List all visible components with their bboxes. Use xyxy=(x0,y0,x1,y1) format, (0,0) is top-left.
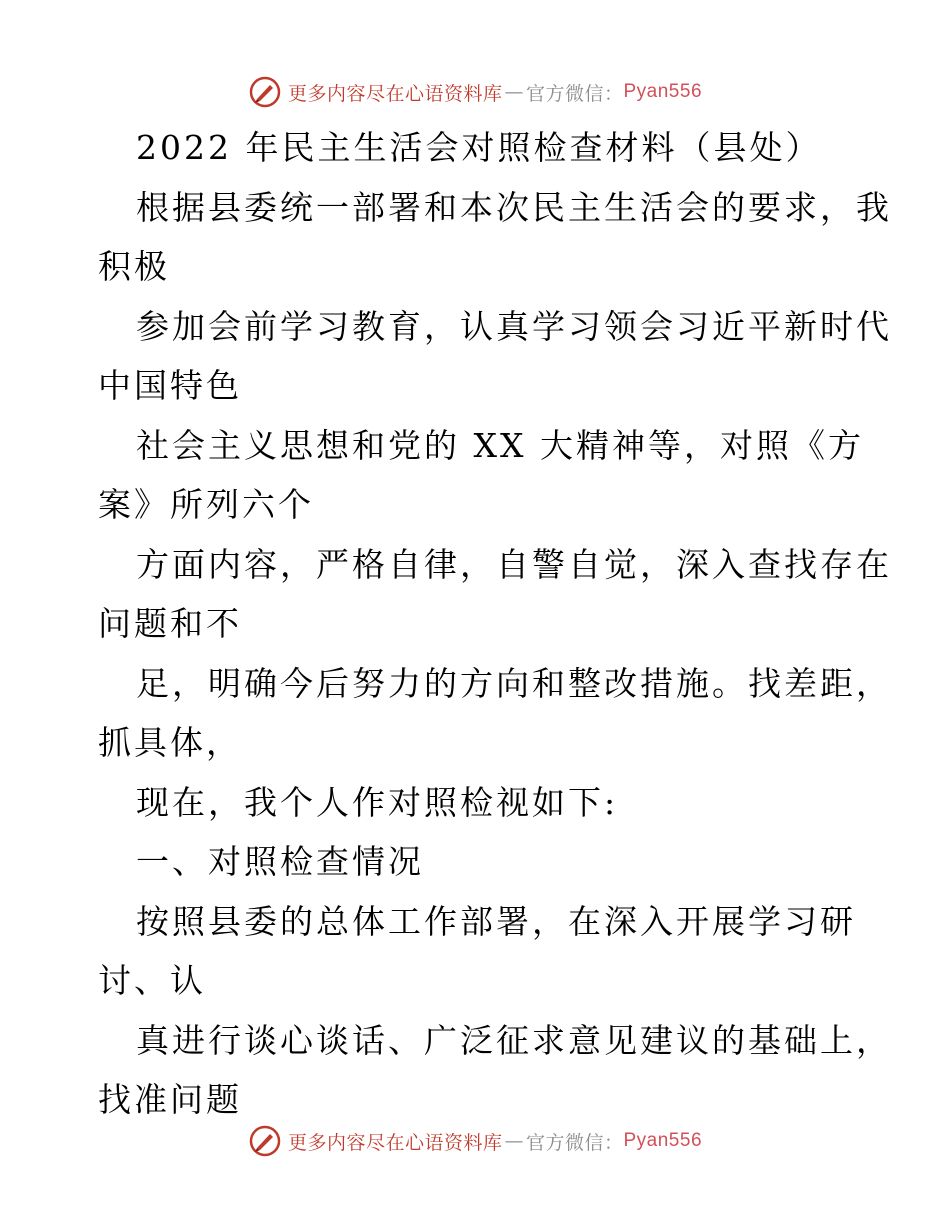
doc-line: 案》所列六个 xyxy=(98,485,314,524)
doc-line: 问题和不 xyxy=(98,604,242,643)
pen-logo-icon xyxy=(248,1124,282,1158)
watermark-brand: 更多内容尽在心语资料库 xyxy=(287,1131,503,1154)
watermark-official-label: 官方微信： xyxy=(525,82,624,105)
doc-line: 真进行谈心谈话、广泛征求意见建议的基础上， xyxy=(136,1020,892,1060)
doc-line: 社会主义思想和党的 XX 大精神等，对照《方 xyxy=(136,425,864,465)
watermark-dash: — xyxy=(504,1130,524,1152)
doc-line: 根据县委统一部署和本次民主生活会的要求，我 xyxy=(136,187,892,227)
doc-line: 方面内容，严格自律，自警自觉，深入查找存在 xyxy=(136,544,892,584)
watermark-dash: — xyxy=(504,81,524,103)
doc-line: 足，明确今后努力的方向和整改措施。找差距， xyxy=(136,663,892,703)
pen-logo-icon xyxy=(248,75,282,109)
watermark-account: Pyan556 xyxy=(623,81,703,102)
doc-line: 讨、认 xyxy=(98,961,206,1000)
doc-line: 中国特色 xyxy=(98,366,242,405)
doc-line: 2022 年民主生活会对照检查材料（县处） xyxy=(136,128,822,167)
doc-line: 积极 xyxy=(98,247,170,286)
watermark-account: Pyan556 xyxy=(623,1130,703,1151)
doc-line: 参加会前学习教育，认真学习领会习近平新时代 xyxy=(136,306,892,346)
watermark-official-label: 官方微信： xyxy=(525,1131,624,1154)
doc-line: 一、对照检查情况 xyxy=(136,842,424,881)
doc-line: 找准问题 xyxy=(98,1080,242,1119)
doc-line: 抓具体， xyxy=(98,723,242,762)
watermark-header xyxy=(0,72,950,112)
watermark-footer xyxy=(0,1121,950,1161)
document-body xyxy=(98,118,892,1130)
watermark-brand: 更多内容尽在心语资料库 xyxy=(287,82,503,105)
doc-line: 按照县委的总体工作部署，在深入开展学习研 xyxy=(136,901,856,941)
doc-line: 现在，我个人作对照检视如下: xyxy=(136,782,619,822)
